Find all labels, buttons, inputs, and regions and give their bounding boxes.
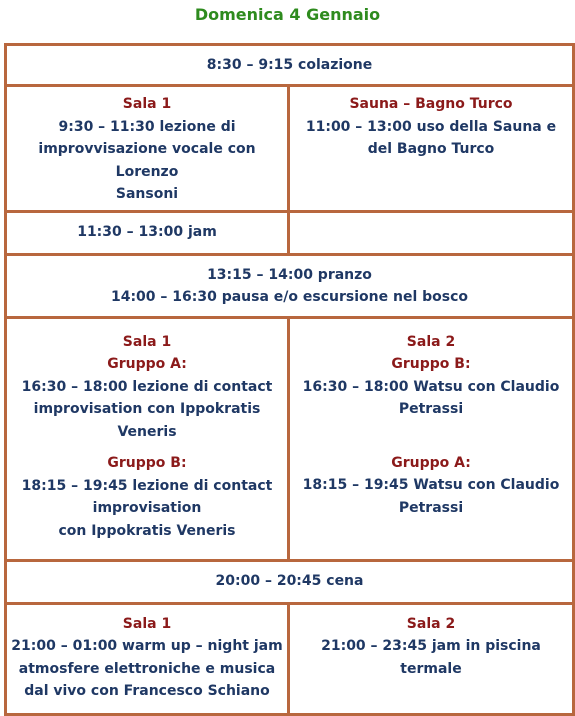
room-heading: Sala 2 (406, 615, 456, 632)
group-heading: Gruppo A: (391, 454, 471, 471)
dinner-cell (6, 560, 574, 603)
sala1-night-cell (6, 603, 289, 714)
event-line: 18:15 – 19:45 lezione di contact (21, 477, 273, 494)
event-line: Veneris (117, 423, 177, 440)
room-heading: Sauna – Bagno Turco (349, 96, 513, 112)
event-line: Petrassi (398, 401, 464, 417)
table-row (6, 603, 574, 714)
sala1-morning-cell (6, 86, 289, 212)
table-row (6, 254, 574, 317)
table-row (6, 86, 574, 212)
lunch-cell (6, 254, 574, 317)
breakfast-text: 8:30 – 9:15 colazione (206, 57, 373, 73)
event-line: 16:30 – 18:00 lezione di contact (21, 378, 273, 395)
sala1-afternoon-cell (6, 317, 289, 560)
event-line: del Bagno Turco (367, 141, 495, 157)
event-line: 14:00 – 16:30 pausa e/o escursione nel bosco (110, 289, 469, 305)
table-row (6, 45, 574, 86)
group-heading: Gruppo A: (107, 356, 187, 372)
room-heading: Sala 2 (406, 333, 456, 350)
spacer (293, 421, 569, 452)
event-line: 21:00 – 23:45 jam in piscina (321, 638, 541, 654)
event-line: improvisation (92, 500, 202, 516)
sauna-cell (289, 86, 574, 212)
event-line: 21:00 – 01:00 warm up – night jam (11, 638, 283, 654)
page-title: Domenica 4 Gennaio (194, 5, 381, 24)
room-heading: Sala 1 (122, 96, 172, 112)
event-line: Petrassi (398, 499, 464, 516)
schedule-table (4, 43, 575, 716)
event-line: improvvisazione vocale con Lorenzo (38, 141, 256, 180)
event-line: termale (400, 660, 462, 677)
event-line: dal vivo con Francesco Schiano (24, 683, 270, 699)
event-line: improvisation con Ippokratis (33, 401, 261, 417)
event-line: atmosfere elettroniche e musica (18, 660, 276, 677)
group-heading: Gruppo B: (391, 356, 471, 372)
spacer (10, 443, 284, 452)
event-line: 11:30 – 13:00 jam (77, 223, 217, 240)
sala2-night-cell (289, 603, 574, 714)
room-heading: Sala 1 (122, 615, 172, 632)
event-line: 18:15 – 19:45 Watsu con Claudio (302, 477, 560, 493)
event-line: 20:00 – 20:45 cena (215, 572, 364, 589)
sala2-afternoon-cell (289, 317, 574, 560)
room-heading: Sala 1 (122, 333, 172, 350)
event-line: 16:30 – 18:00 Watsu con Claudio (302, 378, 560, 395)
jam-cell (6, 211, 289, 254)
event-line: 9:30 – 11:30 lezione di (58, 118, 236, 135)
empty-cell (289, 211, 574, 254)
event-line: 13:15 – 14:00 pranzo (207, 266, 372, 283)
table-row (6, 560, 574, 603)
event-line: Sansoni (115, 186, 179, 202)
event-line: 11:00 – 13:00 uso della Sauna e (305, 118, 557, 135)
table-row (6, 211, 574, 254)
group-heading: Gruppo B: (107, 455, 187, 471)
event-line: con Ippokratis Veneris (58, 522, 236, 539)
table-row (6, 317, 574, 560)
breakfast-cell (6, 45, 574, 86)
